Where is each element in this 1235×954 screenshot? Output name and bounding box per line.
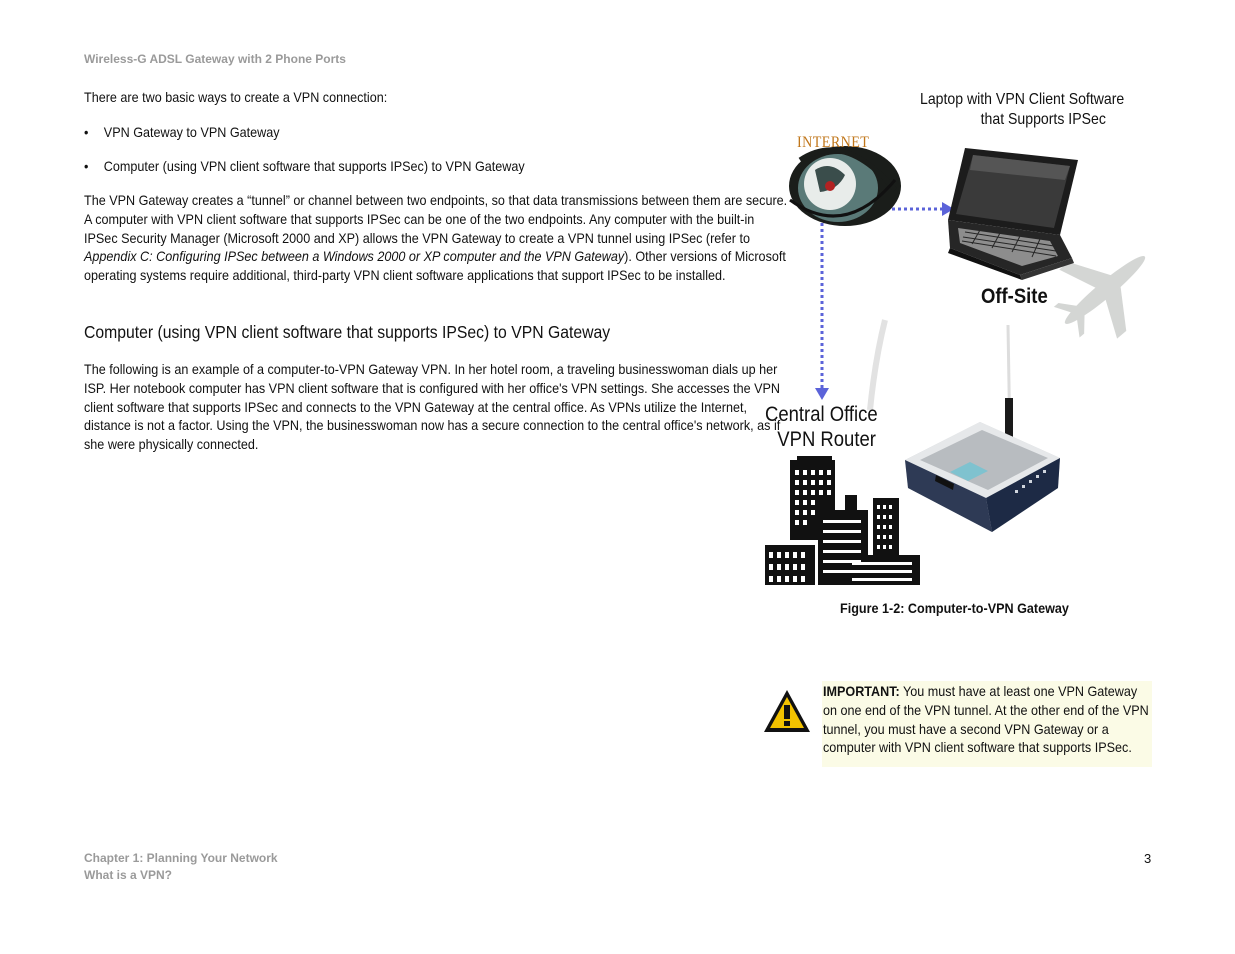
appendix-reference: Appendix C: Configuring IPSec between a Windows 2000 or XP computer and the VPN Gateway [84, 248, 625, 265]
laptop-label-line: that Supports IPSec [980, 111, 1106, 128]
office-buildings-icon [765, 456, 920, 585]
footer-chapter: Chapter 1: Planning Your Network [84, 851, 278, 865]
important-note [823, 682, 1154, 757]
section-heading: Computer (using VPN client software that supports IPSec) to VPN Gateway [84, 322, 611, 342]
central-office-label-line: Central Office [765, 403, 878, 426]
footer [84, 850, 278, 884]
bullet-text: VPN Gateway to VPN Gateway [103, 124, 280, 140]
globe-icon [789, 146, 901, 226]
bullet-symbol: • [84, 158, 89, 174]
router-icon [905, 325, 1060, 532]
note-text: You must have at least one VPN Gateway on one end of the VPN tunnel. At the other end of the VPN tunnel, you must have a second VPN Gateway or a computer with VPN client software that supports IPSec. [823, 683, 1149, 756]
running-header: Wireless-G ADSL Gateway with 2 Phone Ports [84, 52, 346, 66]
offsite-label: Off-Site [981, 285, 1048, 308]
central-office-label [765, 402, 878, 452]
central-office-label-line: VPN Router [777, 428, 876, 451]
vpn-diagram [760, 80, 1180, 595]
laptop-icon [948, 148, 1078, 280]
internet-label: INTERNET [797, 134, 870, 151]
example-paragraph: The following is an example of a computer-to-VPN Gateway VPN. In her hotel room, a traveling businesswoman dials up her ISP. Her notebook computer has VPN client software that is configured with her office's VPN settings. She accesses the VPN client software that supports IPSec and connects to the VPN Gateway at the central office. As VPNs utilize the Internet, distance is not a factor. Using the VPN, the businesswoman now has a secure connection to the central office's network, as if she were physically connected. [84, 361, 781, 453]
page-number: 3 [1144, 851, 1152, 866]
warning-icon [762, 688, 812, 734]
vpn-tunnel-paragraph [84, 191, 788, 285]
bullet-symbol: • [84, 124, 89, 140]
figure-caption: Figure 1-2: Computer-to-VPN Gateway [840, 600, 1069, 616]
tunnel-arrow-horizontal [892, 202, 954, 216]
paragraph-text: The VPN Gateway creates a “tunnel” or channel between two endpoints, so that data transmissions between them are secure. A computer with VPN client software that supports IPSec can be one of the two endpoints. Any computer with the built-in IPSec Security Manager (Microsoft 2000 and XP) allows the VPN Gateway to create a VPN tunnel using IPSec (refer to [84, 192, 788, 246]
paragraph-text: ). Other versions of Microsoft operating systems require additional, third-party VPN client software applications that support IPSec to be installed. [84, 248, 786, 284]
footer-section: What is a VPN? [84, 868, 173, 882]
tree-icon [870, 320, 885, 410]
bullet-text: Computer (using VPN client software that supports IPSec) to VPN Gateway [103, 158, 525, 174]
bullet-item [84, 157, 786, 176]
intro-paragraph: There are two basic ways to create a VPN connection: [84, 89, 388, 105]
laptop-label-line: Laptop with VPN Client Software [920, 91, 1125, 108]
tunnel-arrow-vertical [815, 223, 829, 400]
note-label: IMPORTANT: [823, 683, 900, 699]
bullet-item [84, 123, 786, 142]
laptop-label [920, 90, 1124, 130]
vpn-diagram-graphic [760, 80, 1180, 595]
